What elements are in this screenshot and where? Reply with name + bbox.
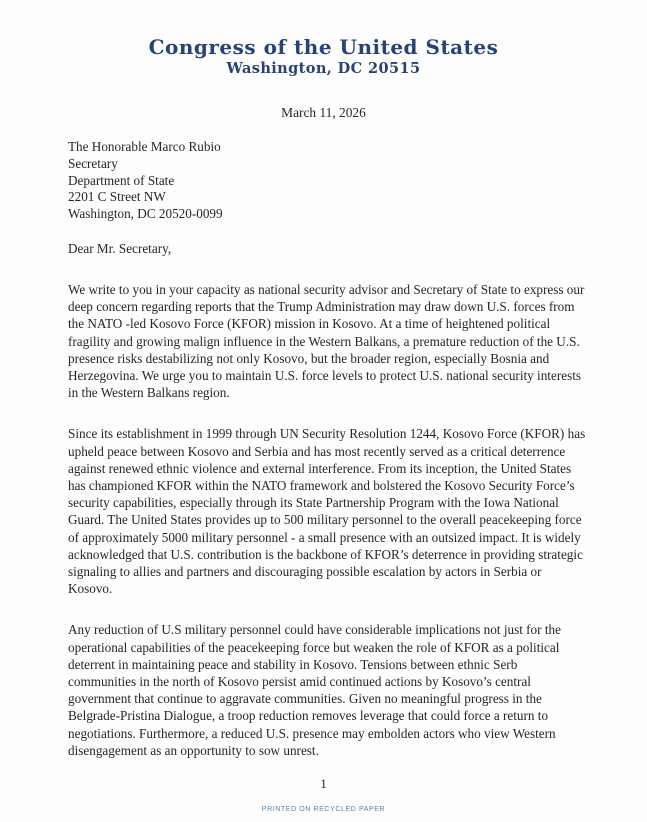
recycled-paper-notice: PRINTED ON RECYCLED PAPER [261,806,386,813]
letterhead-title: Congress of the United States [148,35,499,59]
body-paragraph-3: Any reduction of U.S military personnel could have considerable implications not just for the operational capabilities of the peacekeeping force but weaken the role of KFOR as a political deterrent in maintaining peace and stability in Kosovo. Tensions between ethnic Serb communities in the north of Kosovo persist amid continued actions by Kosovo’s central government that continue to aggravate communities. Given no meaningful progress in the Belgrade-Pristina Dialogue, a troop reduction removes leverage that could force a return to negotiations. Furthermore, a reduced U.S. presence may embolden actors who view Western disengagement as an opportunity to sow unrest. [68,622,561,758]
recipient-department: Department of State [68,172,175,188]
body-paragraph-1: We write to you in your capacity as national security advisor and Secretary of State to express our deep concern regarding reports that the Trump Administration may draw down U.S. forces from the NATO -led Kosovo Force (KFOR) mission in Kosovo. At a time of heightened political fragility and growing malign influence in the Western Balkans, a premature reduction of the U.S. presence risks destabilizing not only Kosovo, but the broader region, especially Bosnia and Herzegovina. We urge you to maintain U.S. force levels to protect U.S. national security interests in the Western Balkans region. [68,281,585,401]
letter-content [68,139,588,759]
recipient-city: Washington, DC 20520-0099 [68,206,223,222]
recipient-street: 2201 C Street NW [68,189,166,205]
salutation: Dear Mr. Secretary, [68,240,172,256]
letterhead [0,0,647,78]
recipient-name: The Honorable Marco Rubio [68,139,221,154]
letterhead-subtitle: Washington, DC 20515 [226,60,421,77]
letter-date: March 11, 2026 [281,105,366,120]
body-paragraph-2: Since its establishment in 1999 through UN Security Resolution 1244, Kosovo Force (KFOR) has upheld peace between Kosovo and Serbia and has most recently served as a critical deterrence against renewed ethnic violence and external interference. From its inception, the United States has championed KFOR within the NATO framework and bolstered the Kosovo Security Force’s security capabilities, especially through its State Partnership Program with the Iowa National Guard. The United States provides up to 500 military personnel to the overall peacekeeping force of approximately 5000 military personnel - a small presence with an outsized impact. It is widely acknowledged that U.S. contribution is the backbone of KFOR’s deterrence in providing strategic signaling to allies and partners and discouraging possible escalation by actors in Serbia or Kosovo. [68,426,586,597]
page-number: 1 [320,776,327,791]
recipient-title: Secretary [68,155,118,171]
recipient-address [68,139,588,223]
